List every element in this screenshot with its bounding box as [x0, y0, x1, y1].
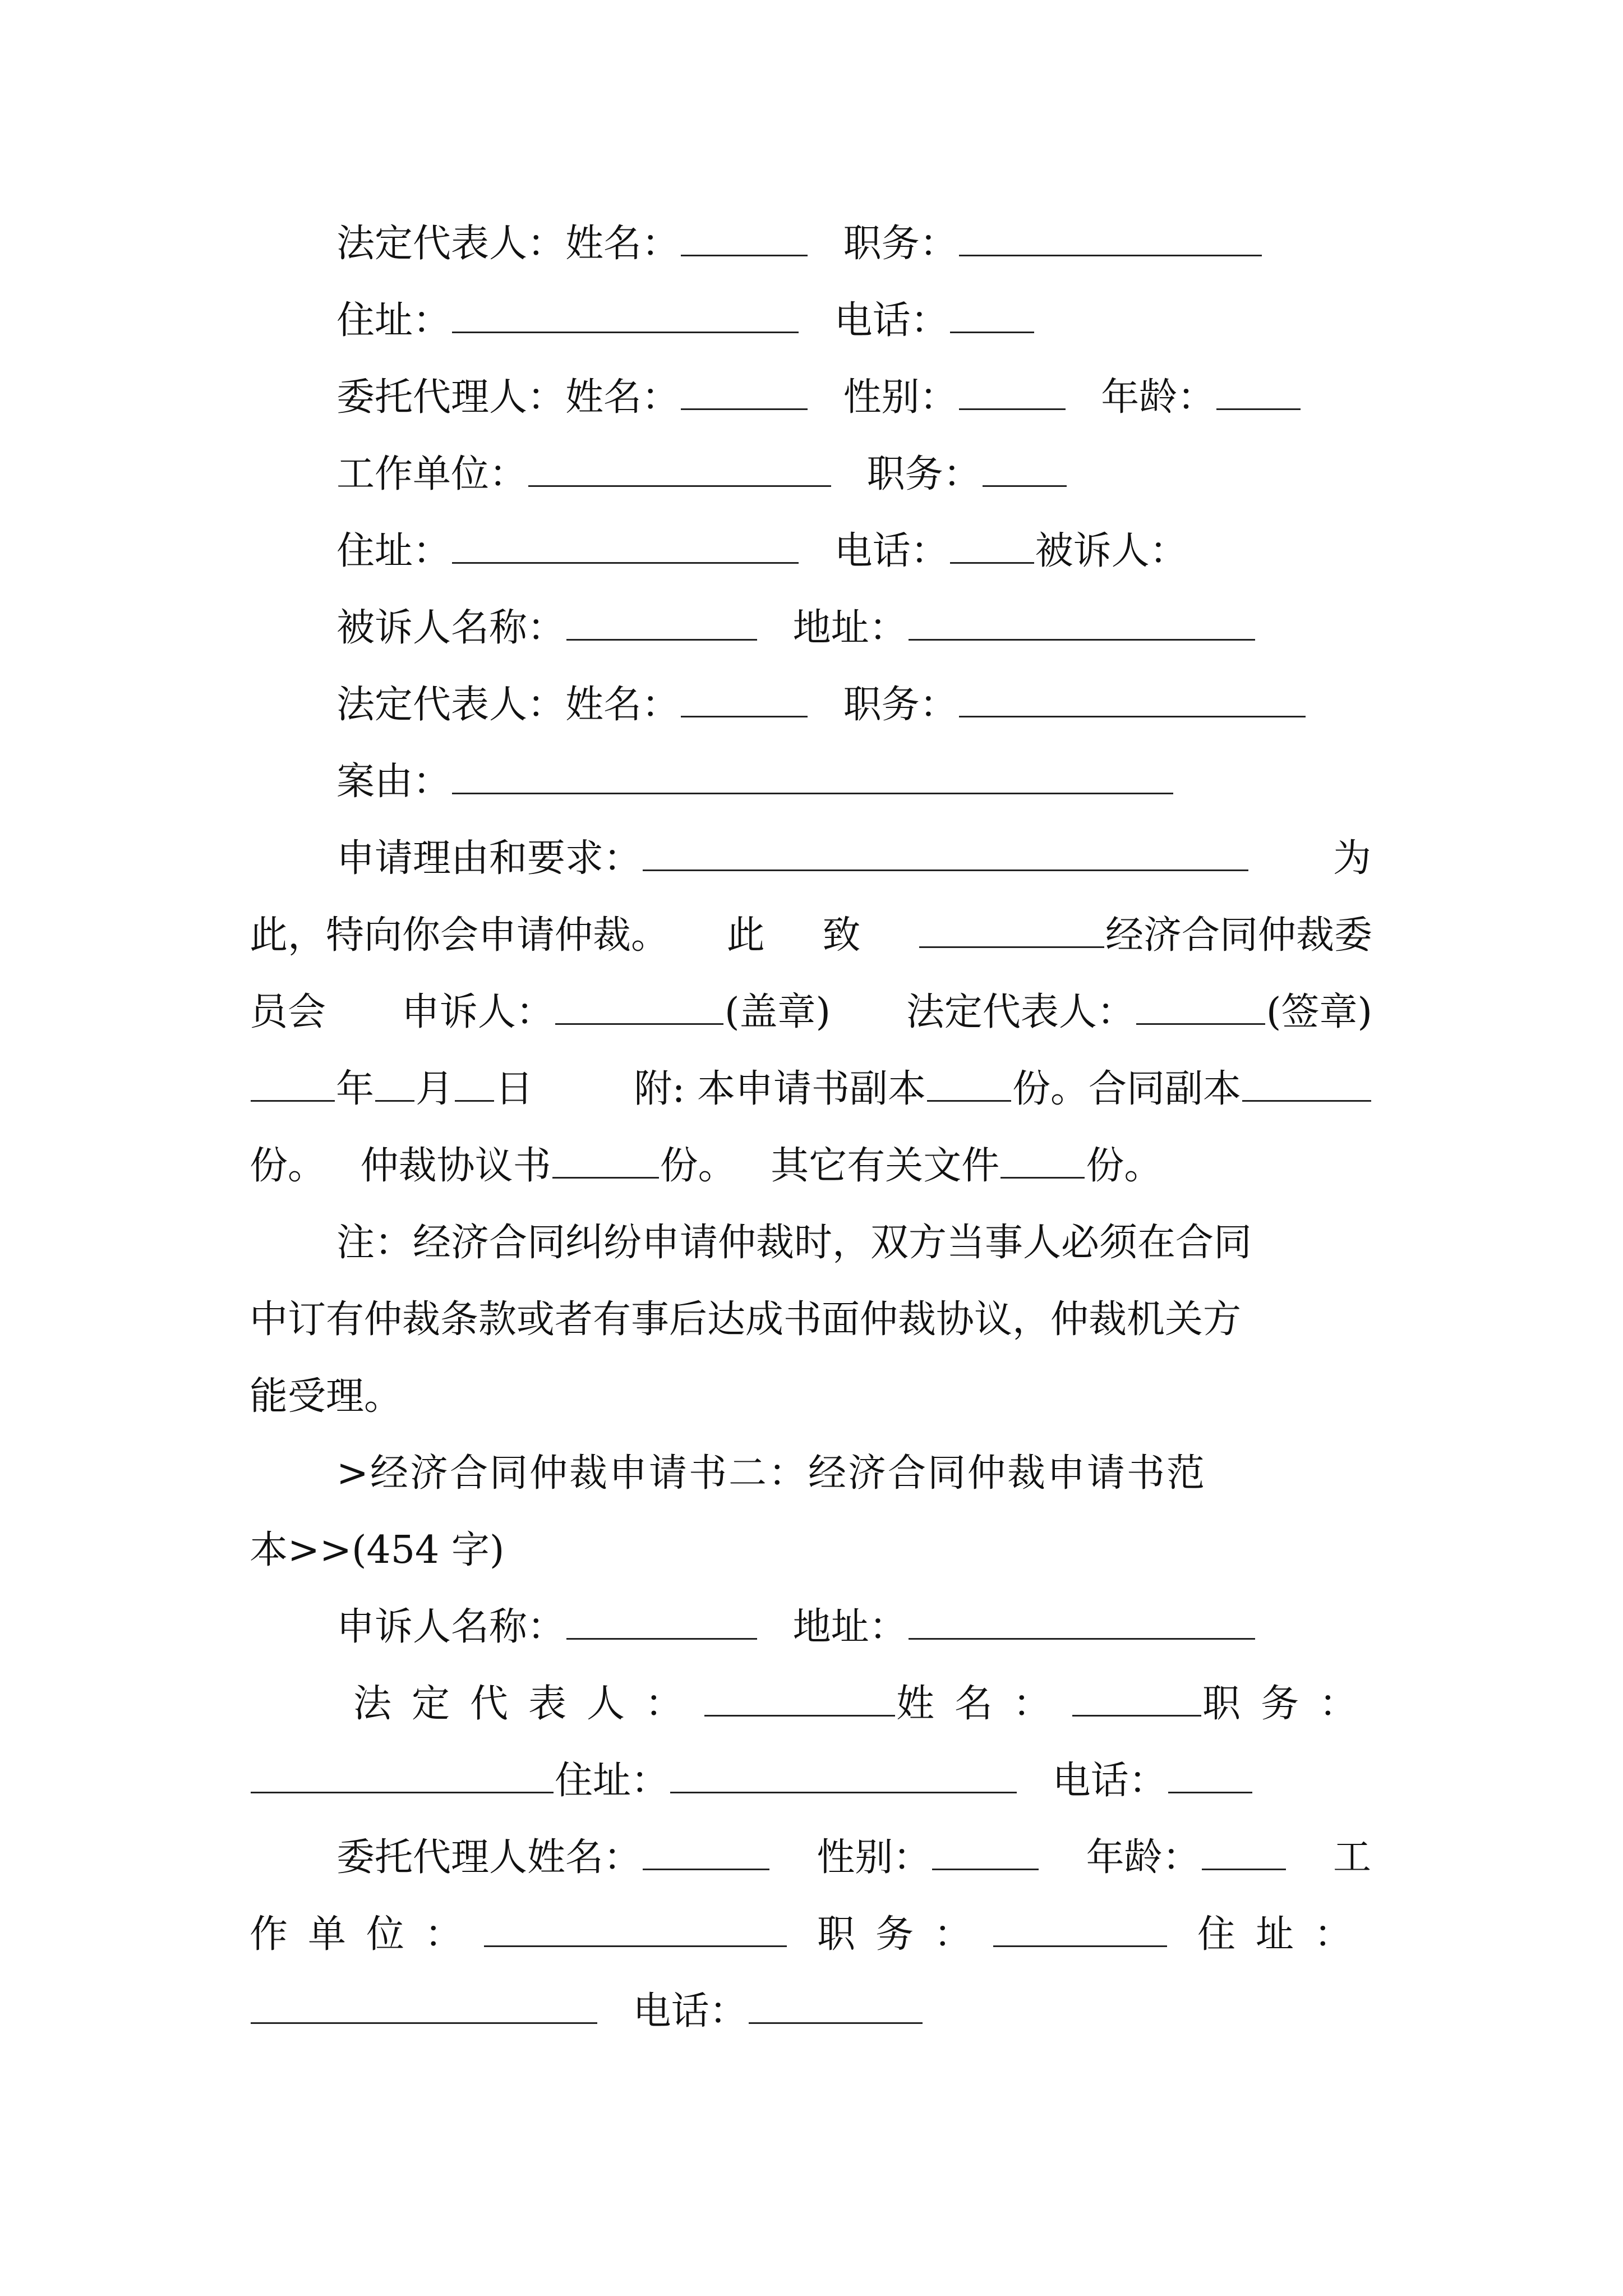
blank-gender[interactable] — [932, 1836, 1039, 1870]
text-attach-copies: 附: 本申请书副本 — [634, 1067, 926, 1111]
label-name: 姓名： — [896, 1682, 1072, 1726]
label-location: 地址： — [792, 1605, 907, 1649]
blank-legal-rep-name[interactable] — [681, 222, 808, 256]
label-gender: 性别： — [817, 1835, 932, 1880]
line-hereby — [250, 908, 1372, 964]
section-heading-line-2: 本>>(454 字) — [250, 1528, 505, 1572]
text-other-documents: 其它有关文件 — [771, 1144, 1000, 1188]
blank-work-unit[interactable] — [484, 1913, 787, 1947]
line-attachments — [250, 1138, 1162, 1194]
line-respondent-name — [336, 600, 1256, 656]
blank-age[interactable] — [1202, 1836, 1286, 1870]
blank-copies[interactable] — [927, 1068, 1011, 1102]
text-committee-end: 员会 — [250, 990, 326, 1034]
blank-legal-rep-name[interactable] — [681, 683, 808, 717]
text-hereby: 此，特向你会申请仲裁。 — [250, 913, 670, 958]
blank-position[interactable] — [959, 683, 1306, 717]
blank-phone[interactable] — [950, 530, 1034, 564]
blank-position[interactable] — [993, 1913, 1167, 1947]
blank-reasons[interactable] — [643, 837, 1248, 871]
note-line-2: 中订有仲裁条款或者有事后达成书面仲裁协议，仲裁机关方 — [250, 1297, 1242, 1342]
blank-address[interactable] — [670, 1759, 1017, 1793]
blank-year[interactable] — [251, 1068, 335, 1102]
line-claimant-name — [336, 1599, 1256, 1655]
blank-location[interactable] — [909, 1605, 1255, 1640]
blank-position[interactable] — [959, 222, 1262, 256]
blank-position[interactable] — [251, 1759, 554, 1793]
section-heading-line-1: >经济合同仲裁申请书二：经济合同仲裁申请书范 — [336, 1451, 1206, 1496]
text-fen: 份。 — [660, 1144, 736, 1188]
label-age: 年龄： — [1101, 375, 1216, 420]
line-phone-2 — [250, 1984, 924, 2040]
line-work-unit — [336, 447, 1068, 503]
label-address: 住址： — [336, 529, 451, 573]
line-reasons — [336, 831, 1371, 887]
line-agent-2 — [336, 1830, 1371, 1886]
blank-contract-copies[interactable] — [1242, 1068, 1371, 1102]
label-address: 住址： — [1197, 1912, 1372, 1957]
line-legal-rep — [336, 216, 1263, 272]
blank-address[interactable] — [452, 299, 799, 333]
blank-address[interactable] — [452, 530, 799, 564]
text-sign: (签章) — [1266, 990, 1372, 1034]
blank-claimant[interactable] — [555, 991, 723, 1025]
blank-gender[interactable] — [959, 376, 1066, 410]
text-ci: 此 — [726, 913, 765, 958]
text-seal: (盖章) — [724, 990, 831, 1034]
blank-name[interactable] — [1072, 1682, 1201, 1717]
blank-location[interactable] — [909, 606, 1255, 641]
label-work-unit: 工作单位： — [336, 452, 528, 496]
line-address-phone — [336, 293, 1035, 349]
text-committee: 经济合同仲裁委 — [1105, 913, 1372, 958]
label-reasons: 申请理由和要求： — [336, 836, 642, 881]
blank-work-unit[interactable] — [528, 453, 831, 487]
line-address-phone-2 — [250, 1753, 1253, 1809]
label-phone: 电话： — [633, 1989, 748, 2033]
blank-legal-rep[interactable] — [1136, 991, 1265, 1025]
label-address: 住址： — [555, 1759, 670, 1803]
line-signatures — [250, 984, 1372, 1041]
label-legal-rep-name: 法定代表人：姓名： — [336, 222, 680, 266]
blank-agent-name[interactable] — [643, 1836, 769, 1870]
label-gender: 性别： — [843, 375, 958, 420]
label-position: 职务： — [817, 1912, 992, 1957]
text-wei: 为 — [1332, 836, 1371, 881]
blank-month[interactable] — [375, 1068, 414, 1102]
label-phone: 电话： — [834, 298, 949, 343]
text-fen: 份。 — [1086, 1144, 1163, 1188]
blank-day[interactable] — [455, 1068, 494, 1102]
label-work-unit: 作单位： — [250, 1912, 483, 1957]
blank-legal-rep[interactable] — [704, 1682, 895, 1717]
label-legal-rep: 法定代表人： — [353, 1682, 704, 1726]
line-legal-rep-2 — [353, 1676, 1378, 1732]
line-work-unit-2 — [250, 1907, 1372, 1963]
blank-age[interactable] — [1216, 376, 1301, 410]
label-agent-name: 委托代理人：姓名： — [336, 375, 680, 420]
label-legal-rep: 法定代表人： — [906, 990, 1135, 1034]
label-age: 年龄： — [1086, 1835, 1201, 1880]
note-line-1: 注：经济合同纠纷申请仲裁时，双方当事人必须在合同 — [336, 1221, 1252, 1265]
text-arbitration-agreement: 仲裁协议书 — [360, 1144, 551, 1188]
label-position: 职务： — [843, 683, 958, 727]
text-zhi: 致 — [822, 913, 861, 958]
blank-respondent-name[interactable] — [566, 606, 757, 641]
label-respondent: 被诉人： — [1035, 529, 1188, 573]
text-month: 月 — [416, 1067, 454, 1111]
blank-phone[interactable] — [950, 299, 1034, 333]
text-fen: 份。 — [250, 1144, 326, 1188]
label-position: 职务： — [866, 452, 981, 496]
blank-position[interactable] — [983, 453, 1067, 487]
label-respondent-name: 被诉人名称： — [336, 606, 566, 650]
blank-address[interactable] — [251, 1990, 597, 2024]
blank-cause[interactable] — [452, 760, 1173, 794]
blank-phone[interactable] — [749, 1990, 923, 2024]
text-day: 日 — [495, 1067, 534, 1111]
blank-agent-name[interactable] — [681, 376, 808, 410]
text-year: 年 — [336, 1067, 375, 1111]
label-location: 地址： — [792, 606, 907, 650]
blank-committee-name[interactable] — [919, 914, 1104, 948]
label-agent-name: 委托代理人姓名： — [336, 1835, 642, 1880]
label-legal-rep-name: 法定代表人：姓名： — [336, 683, 680, 727]
label-cause: 案由： — [336, 760, 451, 804]
label-position: 职务： — [843, 222, 958, 266]
blank-phone[interactable] — [1168, 1759, 1252, 1793]
blank-agreement-copies[interactable] — [552, 1144, 659, 1179]
label-claimant-name: 申诉人名称： — [336, 1605, 566, 1649]
line-date-attachments — [250, 1061, 1372, 1117]
text-gong: 工 — [1332, 1835, 1371, 1880]
label-address: 住址： — [336, 298, 451, 343]
label-position: 职务： — [1202, 1682, 1378, 1726]
blank-claimant-name[interactable] — [566, 1605, 757, 1640]
label-phone: 电话： — [1052, 1759, 1167, 1803]
label-claimant: 申诉人： — [401, 990, 554, 1034]
line-cause — [336, 754, 1174, 810]
blank-other-copies[interactable] — [1000, 1144, 1085, 1179]
note-line-3: 能受理。 — [250, 1374, 403, 1419]
line-address-phone-respondent — [336, 523, 1188, 579]
label-phone: 电话： — [834, 529, 949, 573]
line-agent — [336, 370, 1302, 426]
text-contract-copies: 份。合同副本 — [1012, 1067, 1241, 1111]
line-respondent-legal-rep — [336, 677, 1307, 733]
